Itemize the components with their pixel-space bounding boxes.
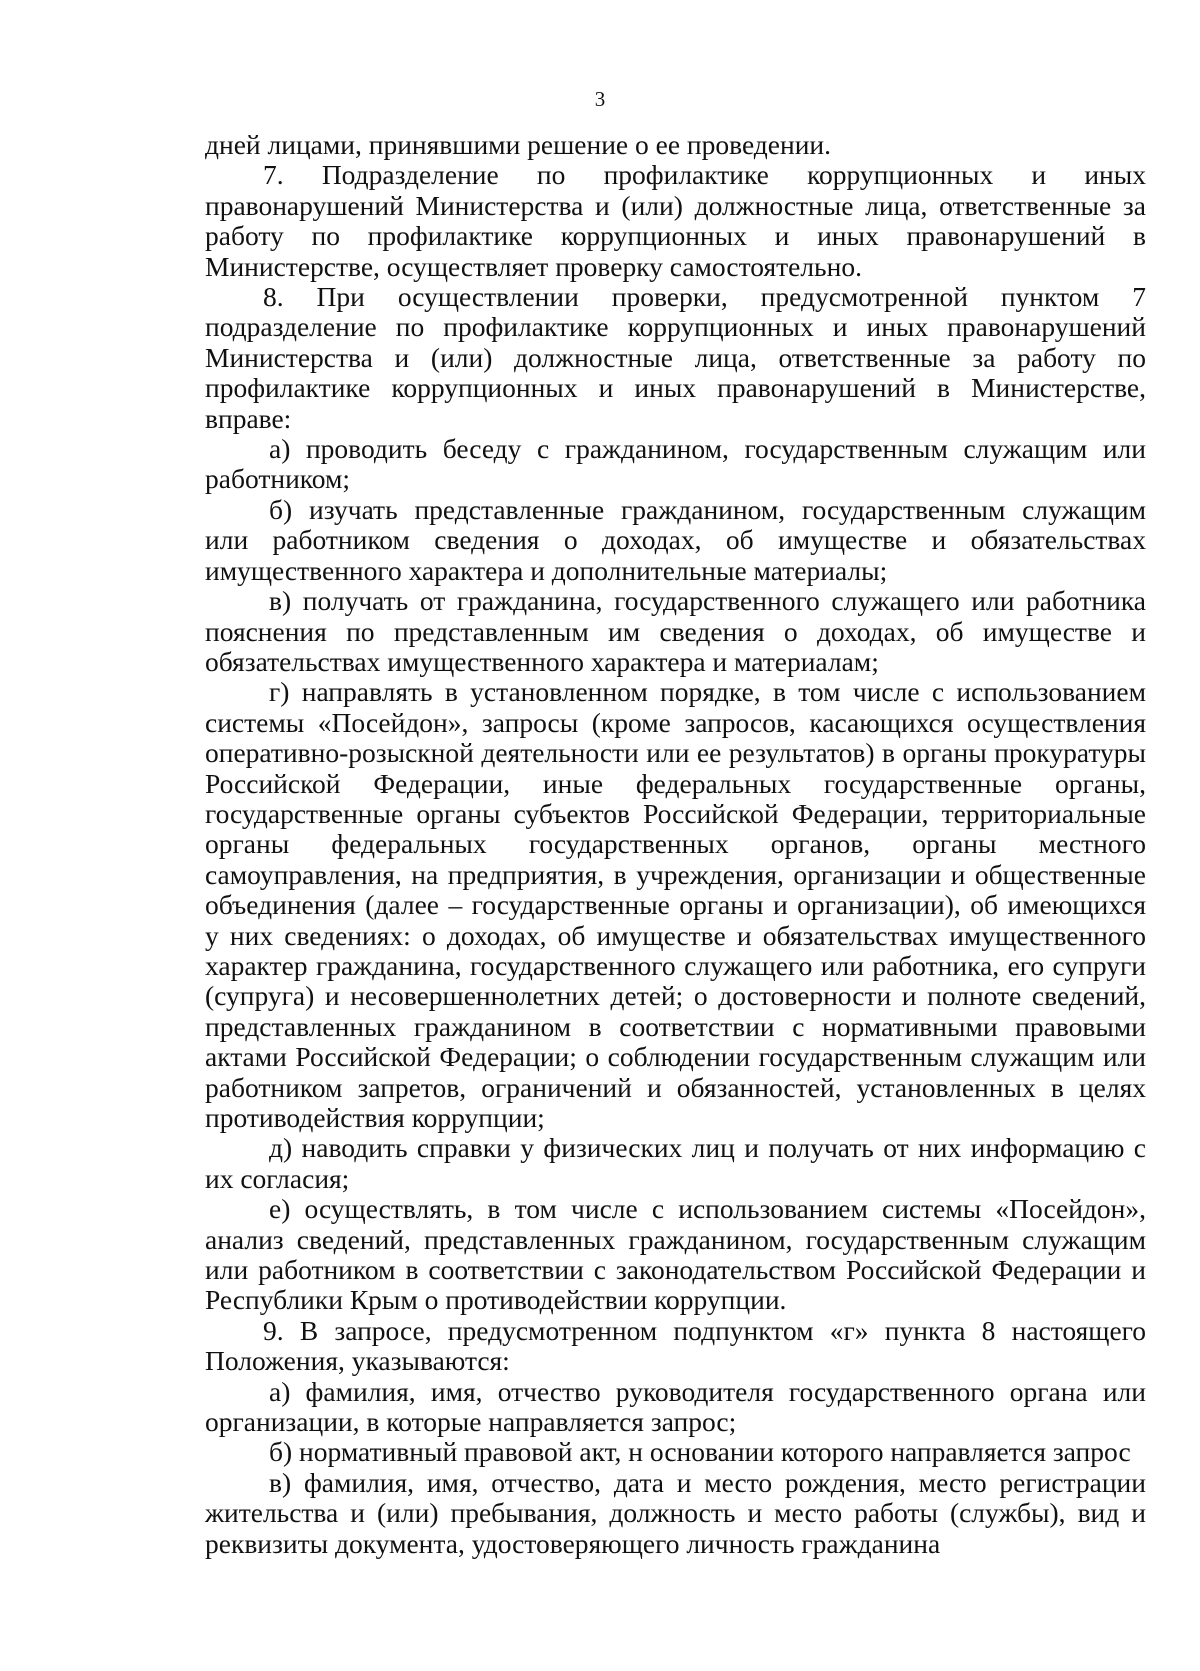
subparagraph-8v: в) получать от гражданина, государственного служащего или работника пояснения по представленным им сведения о доходах, об имуществе и обязательствах имущественного характера и материалам; bbox=[205, 585, 1146, 677]
paragraph-continuation: дней лицами, принявшими решение о ее проведении. bbox=[205, 129, 832, 160]
subparagraph-9a: а) фамилия, имя, отчество руководителя государственного органа или организации, в которые направляется запрос; bbox=[205, 1375, 1146, 1438]
paragraph-9: 9. В запросе, предусмотренном подпунктом «г» пункта 8 настоящего Положения, указываются: bbox=[205, 1314, 1146, 1377]
subparagraph-8b: б) изучать представленные гражданином, государственным служащим или работником сведения о доходах, об имуществе и обязательствах имущественного характера и дополнительные материалы; bbox=[205, 493, 1146, 586]
document-body bbox=[205, 130, 1146, 1559]
subparagraph-9b: б) нормативный правовой акт, н основании которого направляется запрос bbox=[269, 1436, 1131, 1468]
paragraph-8: 8. При осуществлении проверки, предусмотренной пунктом 7 подразделение по профилактике коррупционных и иных правонарушений Министерства и (или) должностные лица, ответственные за работу по профилактике коррупционных и иных правонарушений в Министерстве, вправе: bbox=[205, 281, 1146, 434]
subparagraph-8e: е) осуществлять, в том числе с использованием системы «Посейдон», анализ сведений, представленных гражданином, государственным служащим или работником в соответствии с законодательством Российской Федерации и Республики Крым о противодействии коррупции. bbox=[205, 1193, 1146, 1316]
paragraph-7: 7. Подразделение по профилактике коррупционных и иных правонарушений Министерства и (или) должностные лица, ответственные за работу по профилактике коррупционных и иных правонарушений в Министерстве, осуществляет проверку самостоятельно. bbox=[205, 159, 1146, 282]
subparagraph-9v: в) фамилия, имя, отчество, дата и место рождения, место регистрации жительства и (или) пребывания, должность и место работы (службы), вид и реквизиты документа, удостоверяющего личность гражданина bbox=[205, 1466, 1146, 1559]
subparagraph-8d: д) наводить справки у физических лиц и получать от них информацию с их согласия; bbox=[205, 1132, 1146, 1194]
page-number: 3 bbox=[594, 87, 606, 111]
subparagraph-8g: г) направлять в установленном порядке, в том числе с использованием системы «Посейдон», запросы (кроме запросов, касающихся осуществления оперативно-розыскной деятельности или ее результатов) в органы прокуратуры Российской Федерации, иные федеральных государственные органы, государственные органы субъектов Российской Федерации, территориальные органы федеральных государственных органов, органы местного самоуправления, на предприятия, в учреждения, организации и общественные объединения (далее – государственные органы и организации), об имеющихся у них сведениях: о доходах, об имуществе и обязательствах имущественного характер гражданина, государственного служащего или работника, его супруги (супруга) и несовершеннолетних детей; о достоверности и полноте сведений, представленных гражданином в соответствии с нормативными правовыми актами Российской Федерации; о соблюдении государственным служащим или работником запретов, ограничений и обязанностей, установленных в целях противодействия коррупции; bbox=[205, 676, 1146, 1133]
subparagraph-8a: а) проводить беседу с гражданином, государственным служащим или работником; bbox=[205, 433, 1146, 495]
